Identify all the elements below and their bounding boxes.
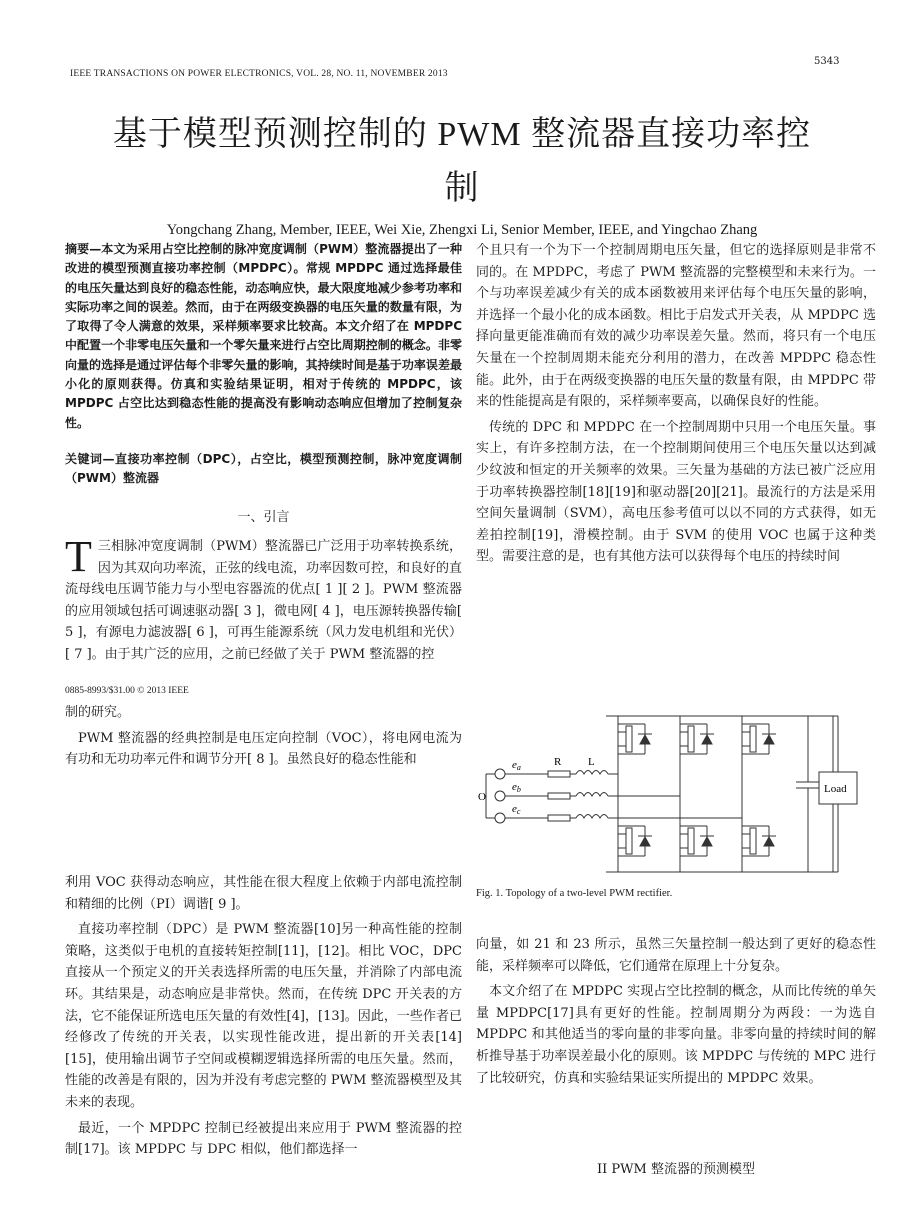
right-paragraph-3: 向量，如 21 和 23 所示，虽然三矢量控制一般达到了更好的稳态性能，采样频率可以降低，它们通常在原理上十分复杂。 — [476, 937, 876, 974]
label-neutral: O — [478, 791, 486, 803]
label-load: Load — [824, 783, 847, 795]
paper-title — [40, 108, 884, 216]
right-paragraph-1: 个且只有一个为下一个控制周期电压矢量，但它的选择原则是非常不同的。在 MPDPC，考虑了 PWM 整流器的完整模型和未来行为。一个与功率误差减少有关的成本函数被用来评估每个电压矢量的影响，并选择一个最小化的成本函数。相比于启发式开关表，从 MPDPC 选择向量更能准确而有效的减少功率误差矢量。然而，将只有一个电压矢量在一个控制周期未能充分利用的潜力，在改善 MPDPC 稳态性能。此外，由于在两级变换器的电压矢量的数量有限，由 MPDPC 带来的性能提高是有限的，采样频率要高，以确保良好的性能。 — [476, 243, 876, 410]
copyright-notice: 0885-8993/$31.00 © 2013 IEEE — [65, 686, 189, 696]
intro-paragraph-1: T三相脉冲宽度调制（PWM）整流器已广泛用于功率转换系统，因为其双向功率流，正弦的线电流，功率因数可控，和良好的直流母线电压调节能力与小型电容器流的优点[ 1 ][ 2 ]。PWM 整流器的应用领域包括可调速驱动器[ 3 ]，微电网[ 4 ]，电压源转换器传输[ 5 ]，有源电力滤波器[ 6 ]，可再生能源系统（风力发电机组和光伏）[ 7 ]。由于其广泛的应用，之前已经做了关于 PWM 整流器的控 — [65, 532, 462, 662]
intro-paragraph-1-cont: 制的研究。 — [65, 705, 131, 720]
figure-caption: Fig. 1. Topology of a two-level PWM rectifier. — [476, 888, 673, 899]
rectifier-topology-figure — [478, 688, 876, 878]
label-inductor: L — [588, 756, 595, 768]
page-number: 5343 — [814, 56, 840, 67]
intro-paragraph-2: PWM 整流器的经典控制是电压定向控制（VOC），将电网电流为有功和无功功率元件和调节分开[ 8 ]。虽然良好的稳态性能和 — [65, 730, 462, 768]
section-2-title: II PWM 整流器的预测模型 — [597, 1162, 755, 1177]
title-line-2: 制 — [444, 170, 480, 207]
right-block-2 — [476, 934, 876, 1089]
keywords: 关键词—直接功率控制（DPC），占空比，模型预测控制，脉冲宽度调制（PWM）整流器 — [65, 452, 462, 486]
label-resistor: R — [554, 756, 562, 768]
title-line-1: 基于模型预测控制的 PWM 整流器直接功率控 — [112, 116, 812, 153]
drop-cap: T — [65, 532, 92, 581]
journal-header: IEEE TRANSACTIONS ON POWER ELECTRONICS, VOL. 28, NO. 11, NOVEMBER 2013 — [70, 69, 448, 79]
authors: Yongchang Zhang, Member, IEEE, Wei Xie, Zhengxi Li, Senior Member, IEEE, and Yingchao Zhang — [166, 222, 758, 238]
label-eb: eb — [512, 781, 521, 794]
label-ec: ec — [512, 803, 521, 816]
intro-paragraph-3: 直接功率控制（DPC）是 PWM 整流器[10]另一种高性能的控制策略，这类似于电机的直接转矩控制[11]，[12]。相比 VOC，DPC 直接从一个预定义的开关表选择所需的电压矢量，并消除了内部电流环。其结果是，动态响应是非常快。然而，在传统 DPC 开关表的方法，它不能保证所选电压矢量的有效性[4]，[13]。因此，一些作者已经修改了传统的开关表，以实现性能改进，提出新的开关表[14][15]，使用输出调节子空间或模糊逻辑选择所需的电压矢量。然而，性能的改善是有限的，因为并没有考虑完整的 PWM 整流器模型及其未来的表现。 — [65, 922, 462, 1110]
right-paragraph-2: 传统的 DPC 和 MPDPC 在一个控制周期中只用一个电压矢量。事实上，有许多控制方法，在一个控制期间使用三个电压矢量以达到减少纹波和恒定的开关频率的效果。三矢量为基础的方法已被广泛应用于功率转换器控制[18][19]和驱动器[20][21]。最流行的方法是采用空间矢量调制（SVM），高电压参考值可以以不同的方式获得，如无差拍控制[19]，滑模控制。由于 SVM 的使用 VOC 也属于这种类型。需要注意的是，也有其他方法可以获得每个电压的持续时间 — [476, 419, 876, 565]
intro-block-3 — [65, 872, 462, 1161]
intro-block-1 — [65, 532, 462, 666]
label-ea: ea — [512, 759, 521, 772]
right-block-1 — [476, 240, 876, 568]
intro-paragraph-2-cont: 利用 VOC 获得动态响应，其性能在很大程度上依赖于内部电流控制和精细的比例（PI）调谐[ 9 ]。 — [65, 875, 462, 912]
abstract: 摘要—本文为采用占空比控制的脉冲宽度调制（PWM）整流器提出了一种改进的模型预测直接功率控制（MPDPC）。常规 MPDPC 通过选择最佳的电压矢量达到良好的稳态性能，动态响应快，最大限度地减少参考功率和实际功率之间的误差。然而，由于在两级变换器的电压矢量的数量有限，为了取得了令人满意的效果，采样频率要求比较高。本文介绍了在 MPDPC 中配置一个非零电压矢量和一个零矢量来进行占空比周期控制的概念。非零向量的选择是通过评估每个非零矢量的影响，其持续时间是基于功率误差最小化的原则获得。仿真和实验结果证明，相对于传统的 MPDPC，该 MPDPC 占空比达到稳态性能的提高没有影响动态响应但增加了控制复杂性。 — [65, 242, 462, 430]
intro-block-2 — [65, 702, 462, 771]
section-1-title: 一、引言 — [237, 510, 290, 525]
right-paragraph-4: 本文介绍了在 MPDPC 实现占空比控制的概念，从而比传统的单矢量 MPDPC[17]具有更好的性能。控制周期分为两段：一为选自 MPDPC 和其他适当的零向量的非零向量。非零向量的持续时间的解析推导基于功率误差最小化的原则。该 MPDPC 与传统的 MPC 进行了比较研究，仿真和实验结果证实所提出的 MPDPC 效果。 — [476, 984, 876, 1086]
intro-paragraph-4: 最近，一个 MPDPC 控制已经被提出来应用于 PWM 整流器的控制[17]。该 MPDPC 与 DPC 相似，他们都选择一 — [65, 1120, 462, 1158]
